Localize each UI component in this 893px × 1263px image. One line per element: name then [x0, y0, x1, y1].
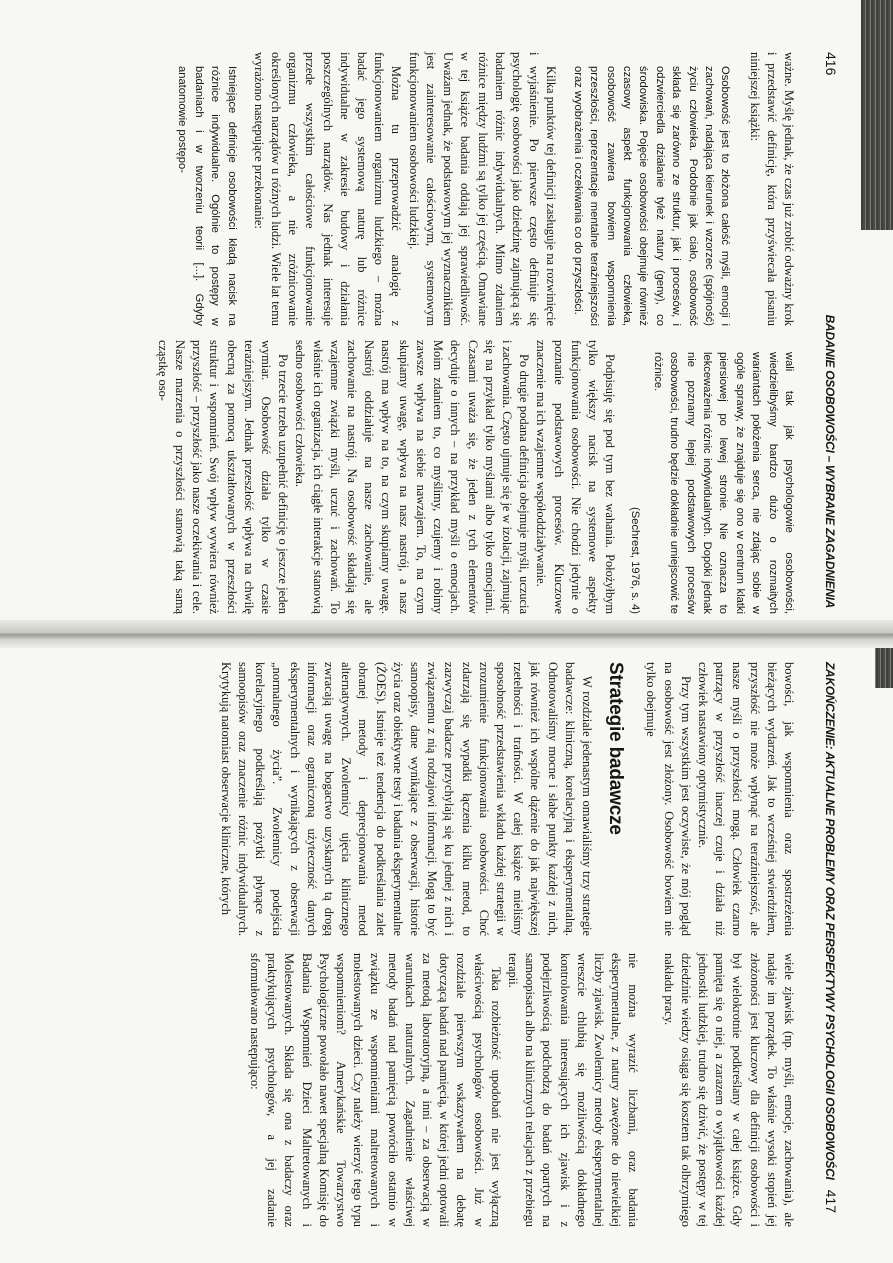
block-quote: [174, 66, 240, 326]
running-head-left: BADANIE OSOBOWOŚCI – WYBRANE ZAGADNIENIA: [823, 314, 837, 608]
paragraph: Przy tym wszystkim jest oczywiste, że mój pogląd na osobowość jest złożony. Osobowość bowiem nie tylko obejmuje: [644, 662, 693, 936]
quote-text: Osobowość jest to złożona całość myśli, emocji i zachowań, nadająca kierunek i wzorzec (spójność) życiu człowieka. Podobnie jak ciało, osobowość składa się zarówno ze struktur, jak i procesów, i odzwierciedla działanie tyleż natury (geny), co środowiska. Pojęcie osobowości obejmuje również czasowy aspekt funkcjonowania człowieka, osobowość zawiera bowiem wspomnienia przeszłości, reprezentacje mentalne teraźniejszości oraz wyobrażenia i oczekiwania co do przyszłości.: [571, 66, 732, 326]
page-number-right: 417: [823, 1189, 839, 1213]
block-quote: [569, 66, 733, 326]
left-page: [0, 0, 893, 620]
block-quote-continued: [649, 352, 797, 614]
paragraph: Kilka punktów tej definicji zasługuje na rozwinięcie i wyjaśnienie. Po pierwsze często definiuje się psychologię osobowości jako dziedzinę zajmującą się badaniem różnic indywidualnych. Mimo zdaniem różnice między ludźmi są tylko jej częścią. Omawiane w tej książce badania oddają jej sprawiedliwość. Uważam jednak, że podstawowym jej wyznacznikiem jest zainteresowanie całościowym, systemowym funkcjonowaniem osobowości ludzkiej.: [406, 52, 559, 326]
left-column-2: [154, 340, 797, 614]
paragraph: W rozdziale jedenastym omawialiśmy trzy strategie badawcze: kliniczną, korelacyjną i eksperymentalną. Odnotowaliśmy mocne i słabe punkty każdej z nich, jak również ich wspólne dążenie do jak największej rzetelności i trafności. W całej książce mieliśmy sposobność przedstawienia wkładu każdej strategii w zrozumienie funkcjonowania osobowości. Choć zdarzają się wypadki łączenia kilku metod, to zazwyczaj badacze przychylają się ku jednej z nich i związanemu z nią rodzajowi informacji. Mogą to być samoopisy, dane wynikające z obserwacji, historie życia oraz obiektywne testy i badania eksperymentalne (ŻOES). Istnieje też tendencja do podkreślania zalet obranej metody i deprecjonowania metod alternatywnych. Zwolennicy ujęcia klinicznego zwracają uwagę na bogactwo uzyskanych tą drogą informacji oraz ograniczoną użyteczność danych eksperymentalnych i wynikających z obserwacji „normalnego życia”. Zwolennicy podejścia korelacyjnego podkreślają pożytki płynące z samoopisów oraz znaczenie różnic indywidualnych. Krytykują natomiast obserwacje kliniczne, których: [218, 662, 594, 936]
running-head-right: ZAKOŃCZENIE: AKTUALNE PROBLEMY ORAZ PERSPEKTYWY PSYCHOLOGII OSOBOWOŚCI: [823, 662, 837, 1180]
quote-citation: (Sechrest, 1976, s. 4): [629, 507, 642, 614]
scan-edge-artifact: [875, 648, 893, 688]
right-column-2: [246, 953, 797, 1227]
right-column-1: [217, 662, 798, 936]
paragraph: Po trzecie trzeba uzupełnić definicję o jeszcze jeden wymiar. Osobowość działa tylko w czasie teraźniejszym. Jednak przeszłość wpływa na chwilę obecną za pomocą ukształtowanych w przeszłości struktur i wspomnień. Swój wpływ wywiera również przyszłość – przyszłość jako nasze oczekiwania i cele. Nasze marzenia o przyszłości stanowią taką samą cząstkę oso-: [155, 340, 291, 614]
paragraph: Podpisuję się pod tym bez wahania. Położyłbym tylko większy nacisk na systemowe aspekty funkcjonowania osobowości. Nie chodzi jedynie o poznanie podstawowych procesów. Kluczowe znaczenie ma ich wzajemne współoddziaływanie.: [534, 340, 618, 614]
paragraph: ważne. Myślę jednak, że czas już zrobić odważny krok i przedstawić definicję, która przyświecała pisaniu niniejszej książki:: [747, 52, 796, 326]
paragraph: nie można wyrazić liczbami, oraz badania eksperymentalne, z natury zawężone do niewielkiej liczby zjawisk. Zwolennicy metody eksperymentalnej wreszcie chlubią się możliwością dokładnego kontrolowania interesujących ich zjawisk i z podejrzliwością podchodzą do badań opartych na samoopisach albo na klinicznych relacjach z przebiegu terapii.: [505, 953, 641, 1227]
right-page: [0, 648, 893, 1263]
quote-text: wali tak jak psychologowie osobowości, wiedzielibyśmy bardzo dużo o rozmaitych wariantach położenia serca, nie zdając sobie w ogóle sprawy, że znajduje się ono w centrum klatki piersiowej po lewej stronie. Nie oznacza to lekceważenia różnic indywidualnych. Dopóki jednak nie poznamy lepiej podstawowych procesów osobowości, trudno będzie dokładnie umiejscowić te różnice.: [651, 352, 795, 614]
page-number-left: 416: [823, 52, 839, 76]
quote-text: Istniejące definicje osobowości kładą nacisk na różnice indywidualne. Ogólnie to postępy w badaniach i w tworzeniu teorii [...]. Gdyby anatomowie postępo-: [176, 66, 238, 326]
paragraph: Można tu przeprowadzić analogię z funkcjonowaniem organizmu ludzkiego – można badać jego systemową naturę lub różnice indywidualne w zakresie budowy i działania poszczególnych narządów. Nas jednak interesuje przede wszystkim całościowe funkcjonowanie organizmu człowieka, a nie zróżnicowanie określonych narządów u różnych ludzi. Wiele lat temu wyrażono następujące przekonanie:: [251, 52, 404, 326]
left-column-1: [168, 52, 797, 326]
paragraph: Po drugie podana definicja obejmuje myśli, uczucia i zachowania. Często ujmuje się je w izolacji, zajmując się na przykład tylko myślami albo tylko emocjami. Czasami uważa się, że jeden z tych elementów decyduje o innych – na przykład myśli o emocjach. Moim zdaniem to, co myślimy, czujemy i robimy zawsze wpływa na siebie nawzajem. To, na czym skupiamy uwagę, wpływa na nasz nastrój, a nasz nastrój ma wpływ na to, na czym skupiamy uwagę. Nastrój oddziałuje na nasze zachowanie, ale zachowanie na nastrój. Na osobowość składają się wzajemne związki myśli, uczuć i zachowań. To właśnie ich organizacja, ich ciągłe interakcje stanowią sedno osobowości człowieka.: [293, 340, 532, 614]
paragraph: bowości, jak wspomnienia oraz spostrzeżenia bieżących wydarzeń. Jak to wcześniej stwierdziłem, przyszłość nie może wpłynąć na teraźniejszość, ale nasze myśli o przyszłości mogą. Człowiek czarno patrzący w przyszłość inaczej czuje i działa niż człowiek nastawiony optymistycznie.: [695, 662, 796, 936]
section-heading: Strategie badawcze: [605, 662, 627, 835]
paragraph: Taka rozbieżność upodobań nie jest wyłączną właściwością psychologów osobowości. Już w rozdziale pierwszym wskazywałem na debatę dotyczącą badań nad pamięcią, w której jedni optowali za metodą laboratoryjną, a inni – za obserwacją w warunkach naturalnych. Zagadnienie właściwej metody badań nad pamięcią powróciło ostatnio w związku ze wspomnieniami maltretowanych i molestowanych dzieci. Czy należy wierzyć tego typu wspomnieniom? Amerykańskie Towarzystwo Psychologiczne powołało nawet specjalną Komisję do Badania Wspomnień Dzieci Maltretowanych i Molestowanych. Składa się ona z badaczy oraz praktykujących psychologów, a jej zadanie sformułowano następująco:: [247, 953, 503, 1227]
book-gutter: [0, 620, 893, 648]
paragraph: wiele zjawisk (np. myśli, emocje, zachowania), ale nadaje im porządek. To właśnie wysoki stopień jej złożoności jest kluczowy dla definicji osobowości i był wielokrotnie podkreślany w całej książce. Gdy pamięta się o niej, a zarazem o wyjątkowości każdej jednostki ludzkiej, trudno się dziwić, że postępy w tej dziedzinie wiedzy osiąga się kosztem tak olbrzymiego nakładu pracy.: [661, 953, 796, 1227]
scan-edge-artifact: [861, 0, 893, 230]
